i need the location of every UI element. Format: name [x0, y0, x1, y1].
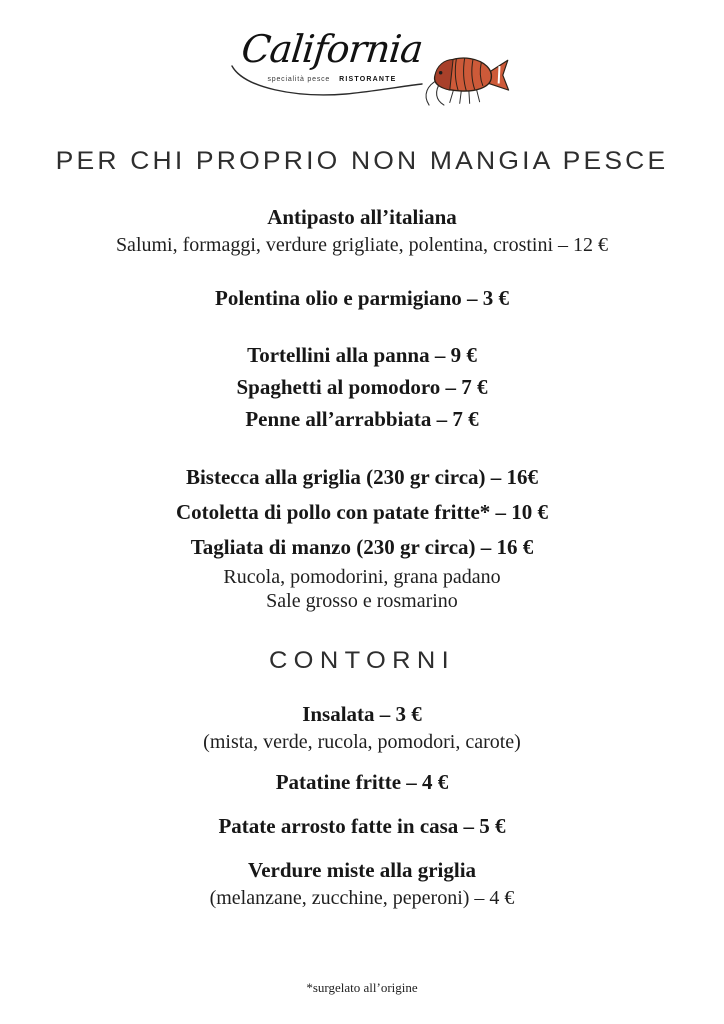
menu-item-desc: Rucola, pomodorini, grana padano: [223, 566, 501, 588]
menu-item-name: Insalata – 3 €: [302, 701, 422, 726]
logo-subtitle: RISTORANTE: [339, 76, 397, 83]
group-patatine: [0, 766, 724, 798]
menu-item-name: Polentina olio e parmigiano – 3 €: [215, 286, 509, 310]
section-title-contorni: CONTORNI: [268, 647, 456, 674]
menu-item-name: Patatine fritte – 4 €: [275, 769, 449, 794]
menu-item-name: Tortellini alla panna – 9 €: [247, 343, 477, 367]
section-contorni: [0, 698, 724, 910]
menu-item-name: Tagliata di manzo (230 gr circa) – 16 €: [190, 535, 534, 559]
menu-item-name: Spaghetti al pomodoro – 7 €: [236, 375, 488, 399]
logo-wordmark: California: [239, 27, 425, 71]
menu-item-desc: Sale grosso e rosmarino: [266, 590, 458, 612]
group-patate-arrosto: [0, 810, 724, 842]
menu-item-name: Penne all’arrabbiata – 7 €: [245, 407, 479, 431]
group-verdure: [0, 854, 724, 910]
menu-item-desc: (mista, verde, rucola, pomodori, carote): [203, 730, 521, 753]
logo-tagline-row: [222, 76, 442, 83]
menu-item-name: Patate arrosto fatte in casa – 5 €: [218, 813, 506, 838]
restaurant-logo: [222, 18, 502, 120]
menu-item-name: Verdure miste alla griglia: [247, 857, 477, 882]
section-title-main: PER CHI PROPRIO NON MANGIA PESCE: [55, 147, 669, 175]
logo-tagline: specialità pesce: [267, 76, 331, 83]
menu-item-desc: (melanzane, zucchine, peperoni) – 4 €: [209, 886, 515, 909]
footnote: *surgelato all’origine: [306, 980, 418, 995]
group-polentina: [0, 282, 724, 314]
section-no-fish: [0, 201, 724, 613]
group-insalata: [0, 698, 724, 754]
group-primi: [0, 339, 724, 435]
menu-item-name: Cotoletta di pollo con patate fritte* – 10 €: [175, 500, 549, 524]
menu-body: [0, 201, 724, 910]
group-secondi: [0, 460, 724, 613]
menu-item-name: Bistecca alla griglia (230 gr circa) – 16€: [185, 465, 539, 489]
menu-item-desc: Salumi, formaggi, verdure grigliate, polentina, crostini – 12 €: [115, 234, 609, 256]
shrimp-icon: [420, 52, 516, 110]
menu-item-name: Antipasto all’italiana: [267, 205, 457, 229]
group-antipasto: [0, 201, 724, 257]
